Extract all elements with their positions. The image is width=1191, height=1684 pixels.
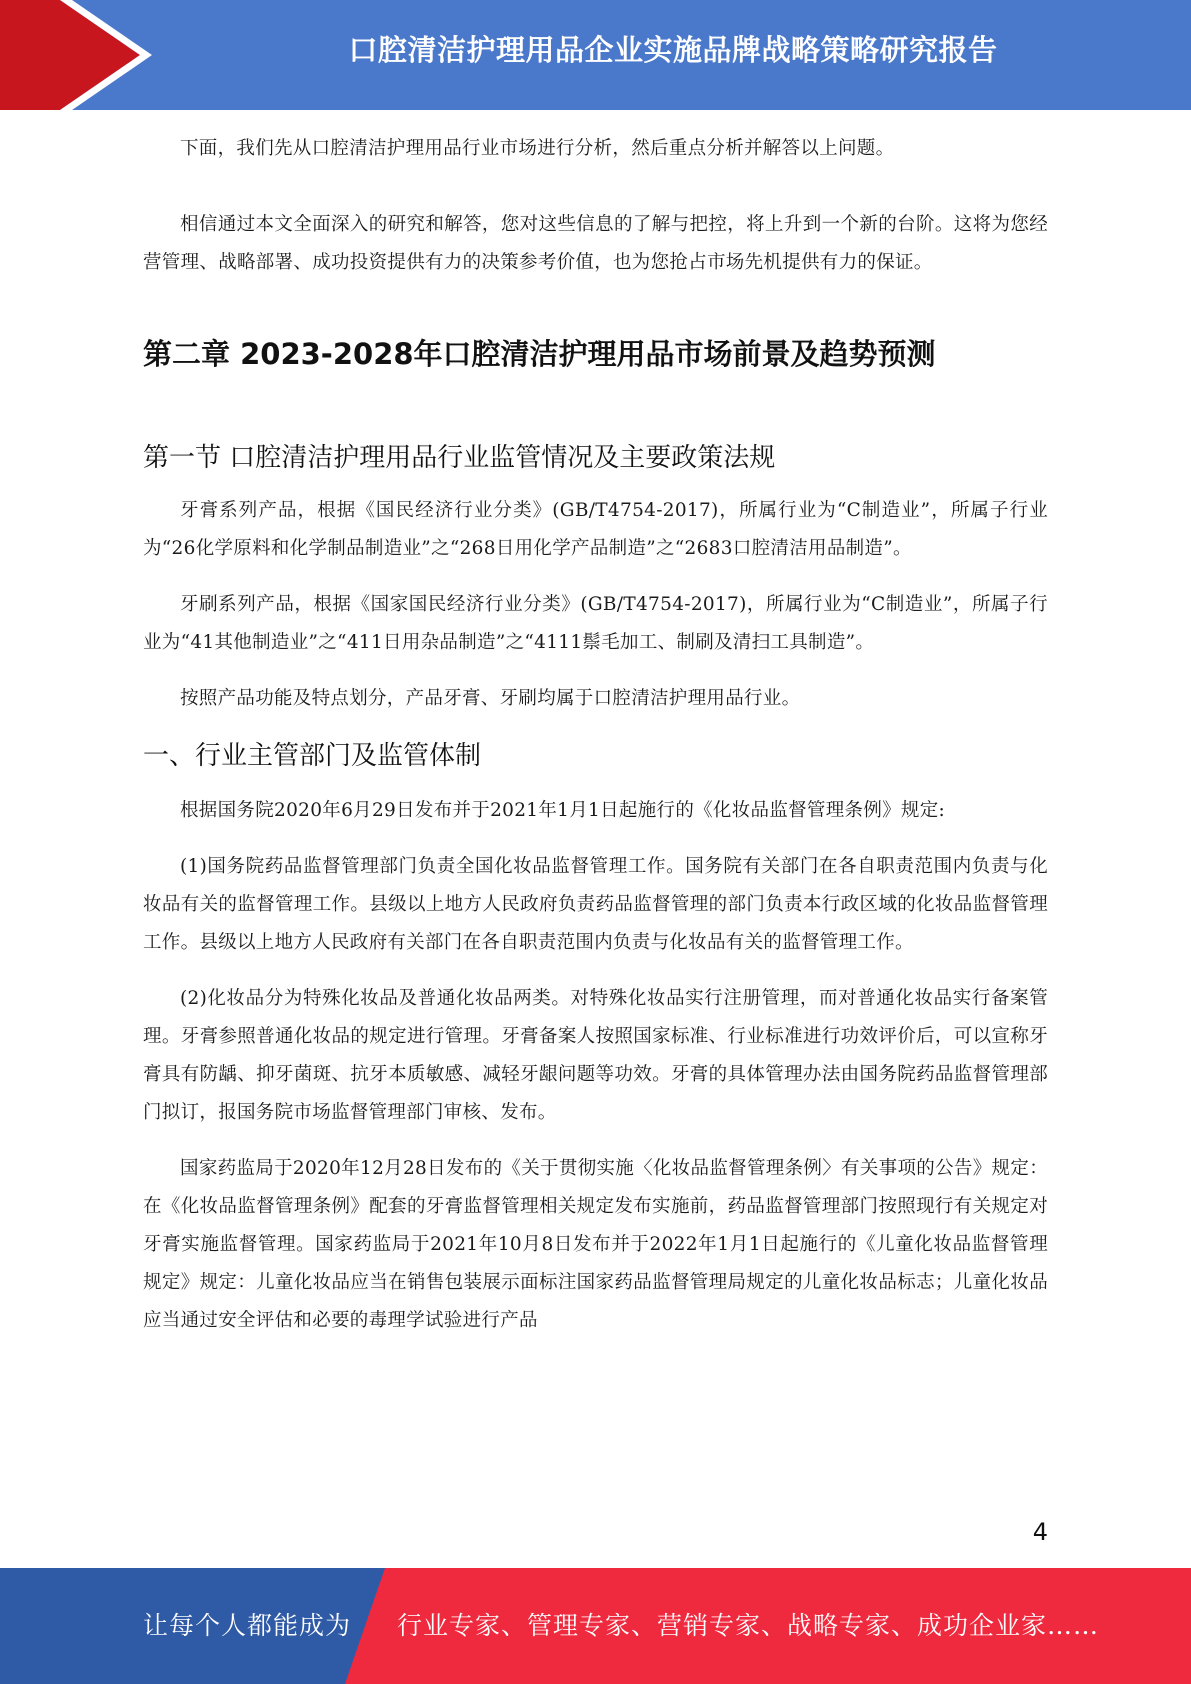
page-footer: [0, 1568, 1191, 1684]
page-header: [0, 0, 1191, 110]
subsection-heading: 一、行业主管部门及监管体制: [143, 741, 482, 771]
footer-slogan-right: 行业专家、管理专家、营销专家、战略专家、成功企业家……: [397, 1611, 1100, 1640]
body-paragraph: 牙刷系列产品，根据《国家国民经济行业分类》(GB/T4754-2017)，所属行业为“C制造业”，所属子行业为“41其他制造业”之“411日用杂品制造”之“4111鬃毛加工、制刷及清扫工具制造”。: [143, 594, 1048, 653]
page-number: 4: [1032, 1518, 1048, 1546]
report-title: 口腔清洁护理用品企业实施品牌战略策略研究报告: [348, 33, 998, 67]
footer-slogan-left: 让每个人都能成为: [143, 1611, 352, 1640]
body-paragraph: 根据国务院2020年6月29日发布并于2021年1月1日起施行的《化妆品监督管理条例》规定:: [180, 800, 946, 821]
body-paragraph: 牙膏系列产品，根据《国民经济行业分类》(GB/T4754-2017)，所属行业为“C制造业”，所属子行业为“26化学原料和化学制品制造业”之“268日用化学产品制造”之“2683口腔清洁用品制造”。: [143, 500, 1048, 559]
header-chevron-graphic: [0, 0, 160, 110]
body-paragraph: 相信通过本文全面深入的研究和解答，您对这些信息的了解与把控，将上升到一个新的台阶。这将为您经营管理、战略部署、成功投资提供有力的决策参考价值，也为您抢占市场先机提供有力的保证。: [143, 214, 1048, 273]
body-paragraph: (2)化妆品分为特殊化妆品及普通化妆品两类。对特殊化妆品实行注册管理，而对普通化妆品实行备案管理。牙膏参照普通化妆品的规定进行管理。牙膏备案人按照国家标准、行业标准进行功效评价后，可以宣称牙膏具有防龋、抑牙菌斑、抗牙本质敏感、减轻牙龈问题等功效。牙膏的具体管理办法由国务院药品监督管理部门拟订，报国务院市场监督管理部门审核、发布。: [143, 988, 1048, 1123]
body-paragraph: 按照产品功能及特点划分，产品牙膏、牙刷均属于口腔清洁护理用品行业。: [180, 688, 801, 709]
document-body: [143, 130, 1048, 1340]
chapter-heading: 第二章 2023-2028年口腔清洁护理用品市场前景及趋势预测: [143, 337, 936, 371]
section-heading: 第一节 口腔清洁护理用品行业监管情况及主要政策法规: [143, 443, 776, 473]
body-paragraph: (1)国务院药品监督管理部门负责全国化妆品监督管理工作。国务院有关部门在各自职责范围内负责与化妆品有关的监督管理工作。县级以上地方人民政府负责药品监督管理的部门负责本行政区域的化妆品监督管理工作。县级以上地方人民政府有关部门在各自职责范围内负责与化妆品有关的监督管理工作。: [143, 856, 1048, 953]
body-paragraph: 下面，我们先从口腔清洁护理用品行业市场进行分析，然后重点分析并解答以上问题。: [180, 138, 895, 159]
body-paragraph: 国家药监局于2020年12月28日发布的《关于贯彻实施〈化妆品监督管理条例〉有关事项的公告》规定：在《化妆品监督管理条例》配套的牙膏监督管理相关规定发布实施前，药品监督管理部门按照现行有关规定对牙膏实施监督管理。国家药监局于2021年10月8日发布并于2022年1月1日起施行的《儿童化妆品监督管理规定》规定：儿童化妆品应当在销售包装展示面标注国家药品监督管理局规定的儿童化妆品标志；儿童化妆品应当通过安全评估和必要的毒理学试验进行产品: [143, 1158, 1048, 1331]
